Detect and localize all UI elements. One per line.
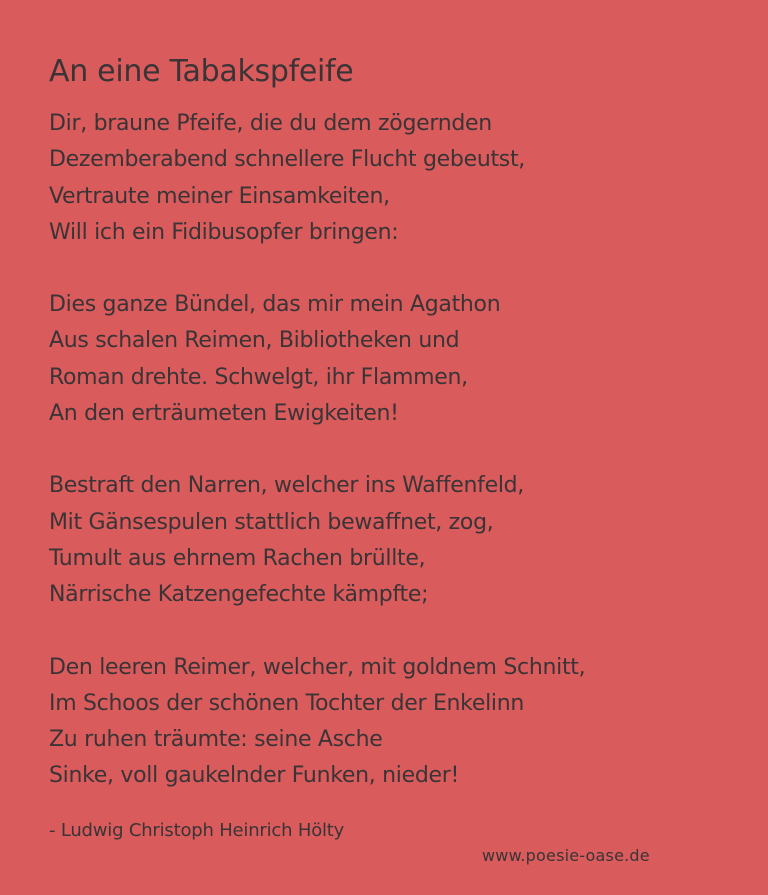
poem-line: Den leeren Reimer, welcher, mit goldnem Schnitt, bbox=[49, 654, 586, 680]
poem-line: Sinke, voll gaukelnder Funken, nieder! bbox=[49, 763, 459, 789]
poem-line: Dezemberabend schnellere Flucht gebeutst, bbox=[49, 147, 525, 173]
poem-line: Roman drehte. Schwelgt, ihr Flammen, bbox=[49, 364, 468, 390]
poem-line: Dies ganze Bündel, das mir mein Agathon bbox=[49, 292, 501, 318]
poem-author: - Ludwig Christoph Heinrich Hölty bbox=[49, 820, 345, 841]
website-credit: www.poesie-oase.de bbox=[482, 846, 650, 865]
poem-line: Närrische Katzengefechte kämpfte; bbox=[49, 582, 429, 608]
poem-line: Bestraft den Narren, welcher ins Waffenfeld, bbox=[49, 473, 524, 499]
stanza-2 bbox=[49, 287, 739, 432]
stanza-4 bbox=[49, 650, 739, 795]
poem-line: Will ich ein Fidibusopfer bringen: bbox=[49, 219, 399, 245]
stanza-1 bbox=[49, 106, 739, 251]
poem-title: An eine Tabakspfeife bbox=[49, 54, 354, 89]
poem-line: Im Schoos der schönen Tochter der Enkelinn bbox=[49, 690, 524, 716]
poem-line: Tumult aus ehrnem Rachen brüllte, bbox=[49, 545, 426, 571]
poem-line: Dir, braune Pfeife, die du dem zögernden bbox=[49, 111, 492, 136]
stanza-3 bbox=[49, 468, 739, 613]
poem-line: Mit Gänsespulen stattlich bewaffnet, zog, bbox=[49, 509, 494, 535]
poem-card bbox=[49, 52, 739, 831]
poem-line: Zu ruhen träumte: seine Asche bbox=[49, 727, 383, 753]
poem-line: An den erträumeten Ewigkeiten! bbox=[49, 401, 399, 427]
poem-line: Vertraute meiner Einsamkeiten, bbox=[49, 183, 390, 209]
poem-line: Aus schalen Reimen, Bibliotheken und bbox=[49, 328, 460, 354]
